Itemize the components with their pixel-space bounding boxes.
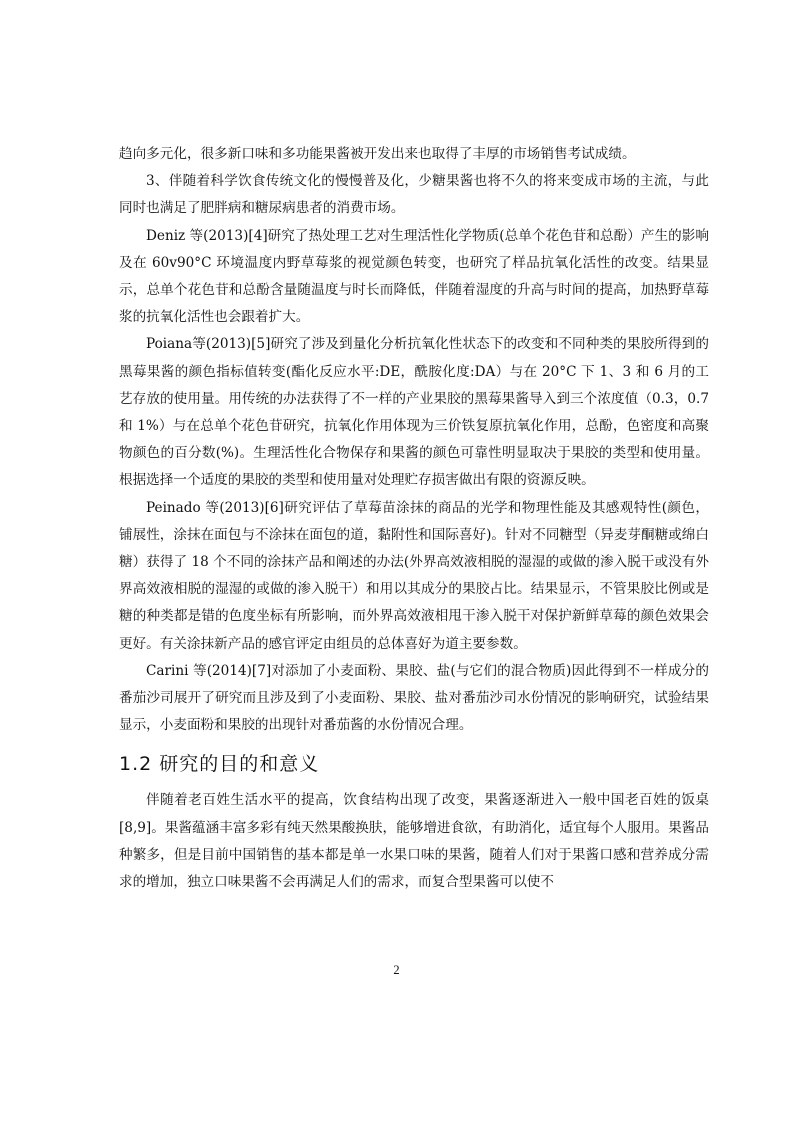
paragraph-deniz-2013: Deniz 等(2013)[4]研究了热处理工艺对生理活性化学物质(总单个花色苷和总酚）产生的影响及在 60v90°C 环境温度内野草莓浆的视觉颜色转变，也研究了样品抗氧化活性的改变。结果显示，总单个花色苷和总酚含量随温度与时长而降低，伴随着湿度的升高与时间的提高，加热野草莓浆的抗氧化活性也会跟着扩大。 bbox=[119, 227, 709, 326]
section-heading-1-2: 1.2 研究的目的和意义 bbox=[119, 753, 320, 776]
paragraph-poiana-2013: Poiana等(2013)[5]研究了涉及到量化分析抗氧化性状态下的改变和不同种类的果胶所得到的黑莓果酱的颜色指标值转变(酯化反应水平:DE，酰胺化度:DA）与在 20°C 下 1、3 和 6 月的工艺存放的使用量。用传统的办法获得了不一样的产业果胶的黑莓果酱导入到三个浓度值（0.3，0.7 和 1%）与在总单个花色苷研究，抗氧化作用体现为三价铁复原抗氧化作用，总酚，色密度和高聚物颜色的百分数(%)。生理活性化合物保存和果酱的颜色可靠性明显取决于果胶的类型和使用量。根据选择一个适度的果胶的类型和使用量对处理贮存损害做出有限的资源反映。 bbox=[119, 336, 709, 489]
paragraph-continuation: 趋向多元化，很多新口味和多功能果酱被开发出来也取得了丰厚的市场销售考试成绩。 bbox=[119, 146, 636, 162]
paragraph-purpose-significance: 伴随着老百姓生活水平的提高，饮食结构出现了改变，果酱逐渐进入一般中国老百姓的饭桌[8,9]。果酱蕴涵丰富多彩有纯天然果酸换肤，能够增进食欲，有助消化，适宜每个人服用。果酱品种繁多，但是目前中国销售的基本都是单一水果口味的果酱，随着人们对于果酱口感和营养成分需求的增加，独立口味果酱不会再满足人们的需求，而复合型果酱可以使不 bbox=[119, 792, 709, 891]
paragraph-low-sugar-trend: 3、伴随着科学饮食传统文化的慢慢普及化，少糖果酱也将不久的将来变成市场的主流，与此同时也满足了肥胖病和糖尿病患者的消费市场。 bbox=[119, 173, 709, 217]
paragraph-carini-2014: Carini 等(2014)[7]对添加了小麦面粉、果胶、盐(与它们的混合物质)因此得到不一样成分的番茄沙司展开了研究而且涉及到了小麦面粉、果胶、盐对番茄沙司水份情况的影响研究，试验结果显示，小麦面粉和果胶的出现针对番茄酱的水份情况合理。 bbox=[119, 662, 709, 734]
page-number: 2 bbox=[393, 963, 400, 977]
document-body bbox=[119, 141, 709, 896]
paragraph-peinado-2013: Peinado 等(2013)[6]研究评估了草莓苗涂抹的商品的光学和物理性能及其感观特性(颜色，铺展性，涂抹在面包与不涂抹在面包的道，黏附性和国际喜好)。针对不同糖型（异麦芽酮糖或绵白糖）获得了 18 个不同的涂抹产品和阐述的办法(外界高效液相脱的湿湿的或做的渗入脱干或没有外界高效液相脱的湿湿的或做的渗入脱干）和用以其成分的果胶占比。结果显示，不管果胶比例或是糖的种类都是错的色度坐标有所影响，而外界高效液相甩干渗入脱干对保护新鲜草莓的颜色效果会更好。有关涂抹新产品的感官评定由组员的总体喜好为道主要参数。 bbox=[119, 499, 709, 652]
